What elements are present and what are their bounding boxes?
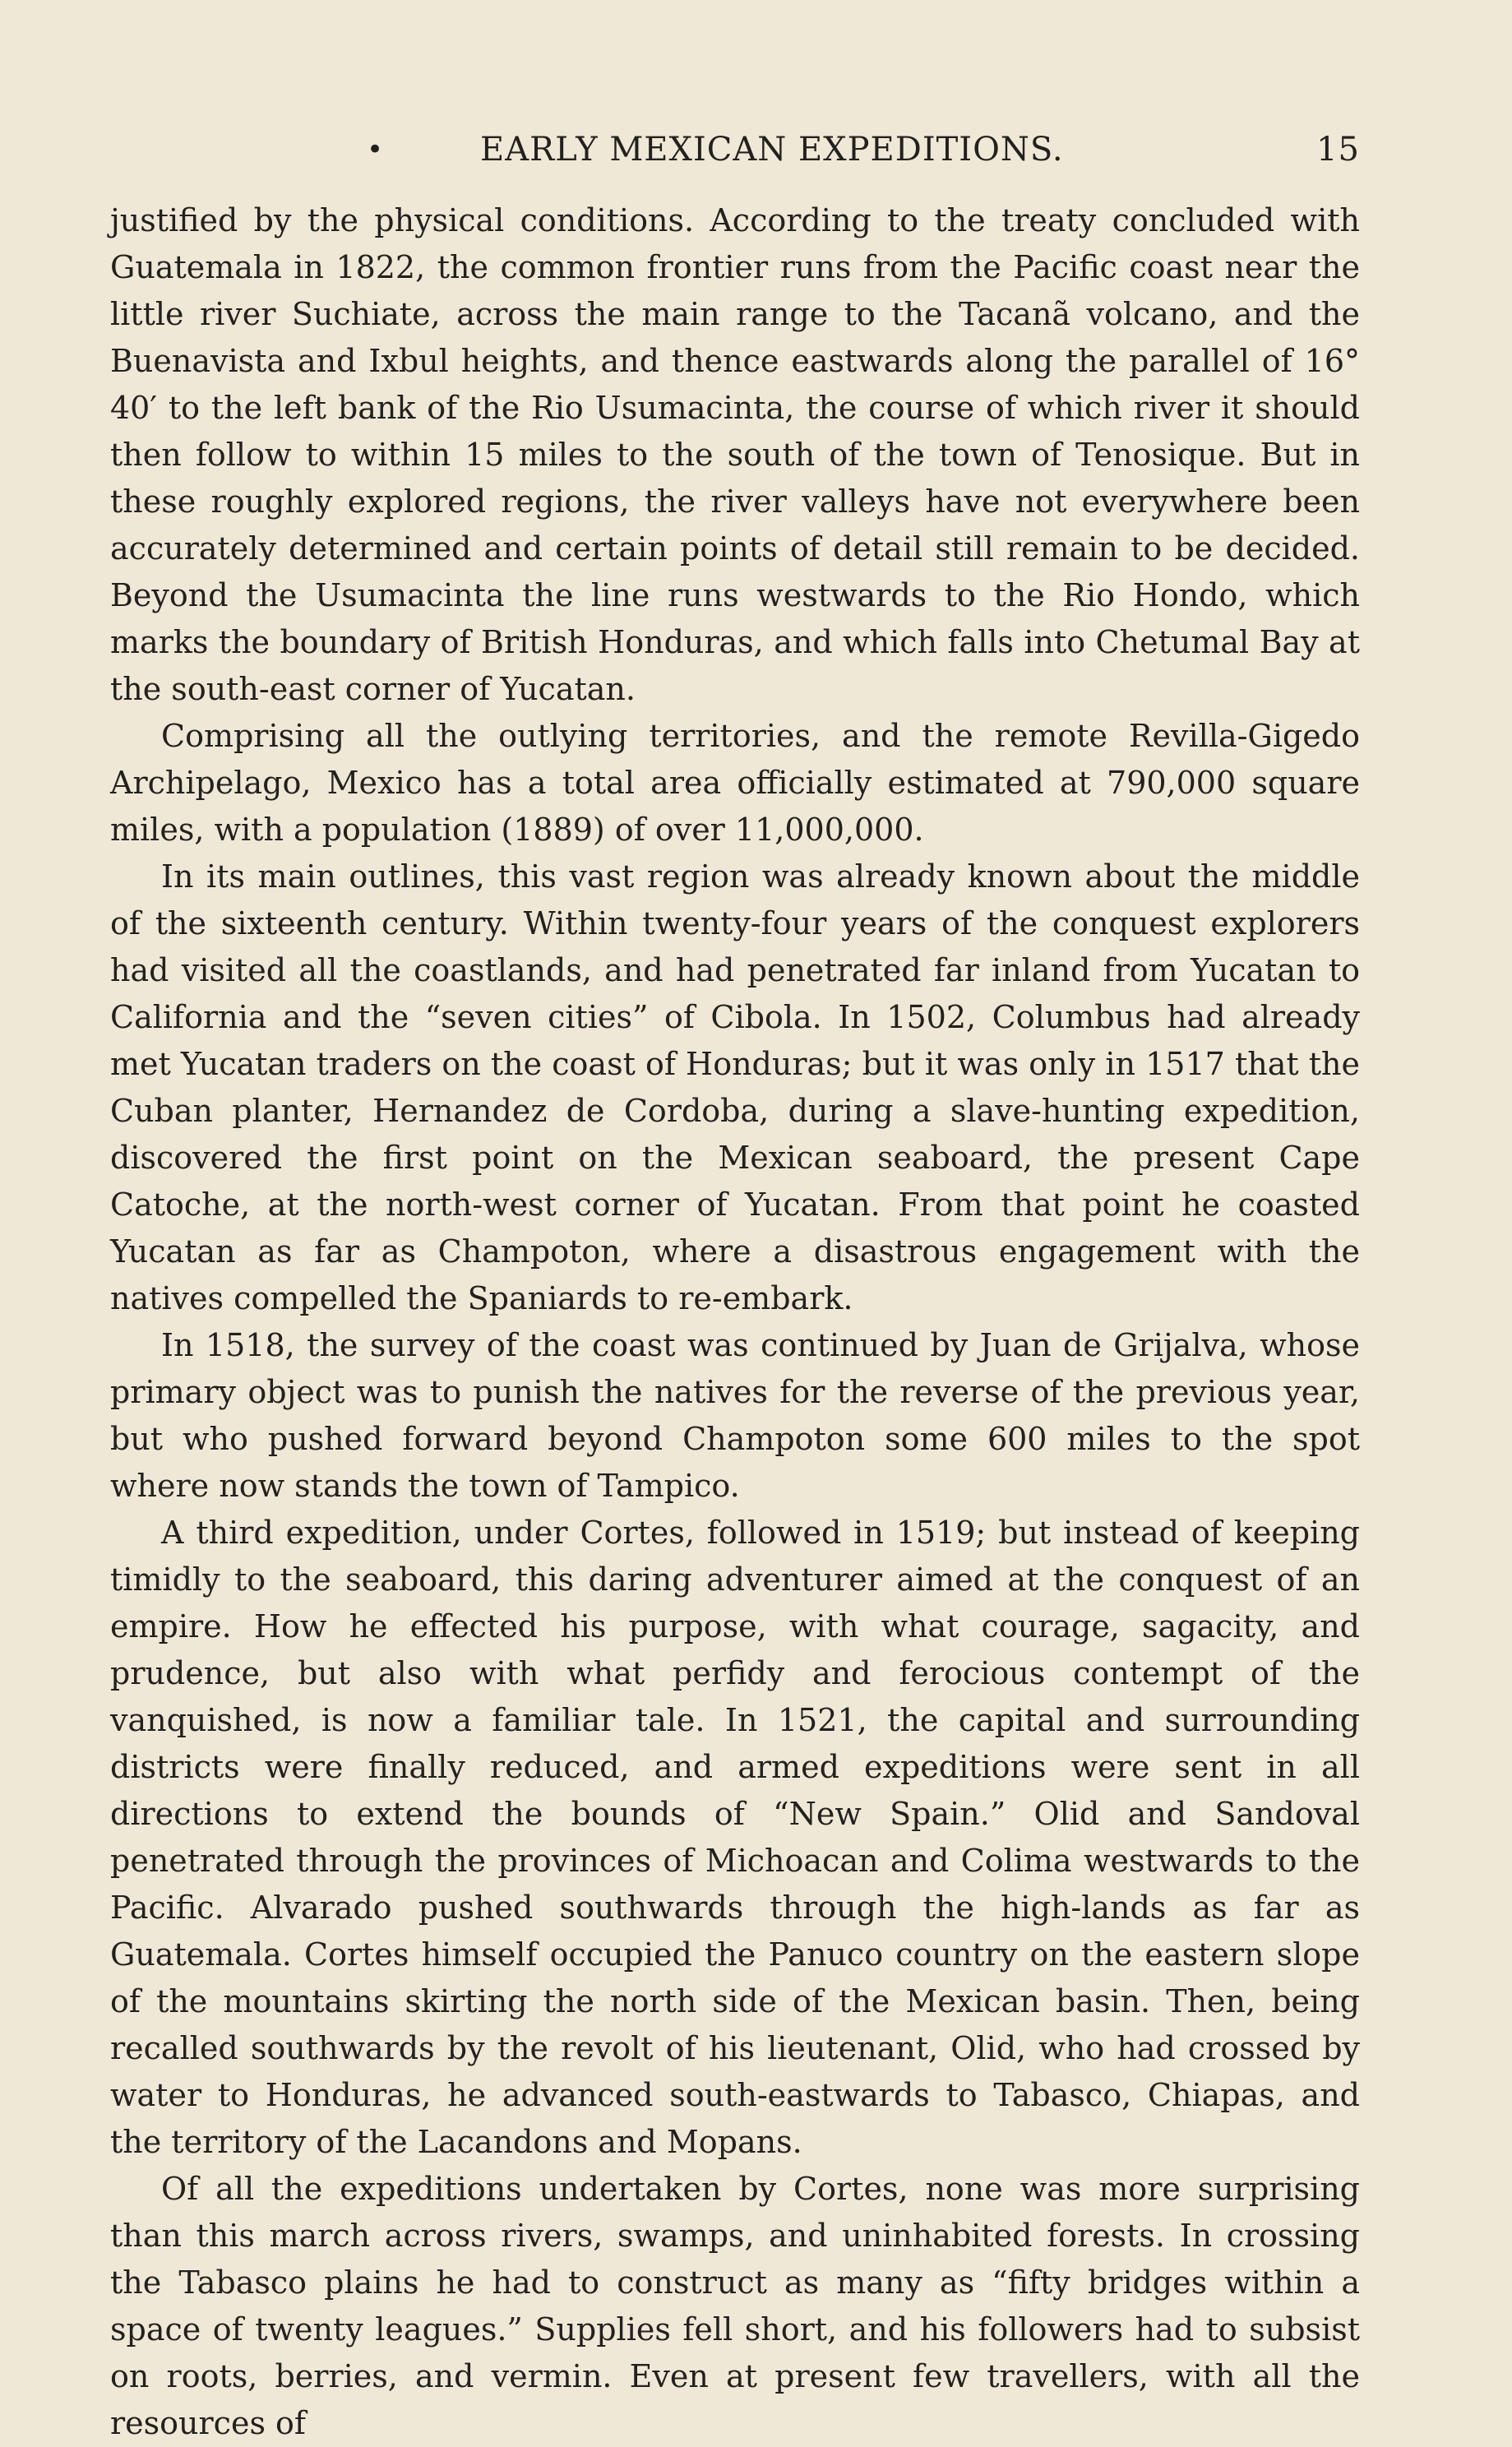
running-head: EARLY MEXICAN EXPEDITIONS. (480, 131, 1064, 169)
paragraph-area-population: Comprising all the outlying territories, and the remote Revilla-Gigedo Archipelago, Mexico has a total area officially estimated at 790,000 square miles, with a population (1889) of over 11,000,000. (110, 718, 1360, 848)
page-header (110, 128, 1360, 171)
paragraph-sixteenth-century: In its main outlines, this vast region was already known about the middle of the sixteenth century. Within twenty-four years of the conquest explorers had visited all the coastlands, and had penetrated far inland from Yucatan to California and the “seven cities” of Cibola. In 1502, Columbus had already met Yucatan traders on the coast of Honduras; but it was only in 1517 that the Cuban planter, Hernandez de Cordoba, during a slave-hunting expedition, discovered the first point on the Mexican seaboard, the present Cape Catoche, at the north-west corner of Yucatan. From that point he coasted Yucatan as far as Champoton, where a disastrous engagement with the natives compelled the Spaniards to re-embark. (110, 858, 1360, 1316)
header-bullet-icon: • (367, 133, 385, 166)
paragraph-continuation: justified by the physical conditions. According to the treaty concluded with Guatemala in 1822, the common frontier runs from the Pacific coast near the little river Suchiate, across the main range to the Tacanã volcano, and the Buenavista and Ixbul heights, and thence eastwards along the parallel of 16° 40′ to the left bank of the Rio Usumacinta, the course of which river it should then follow to within 15 miles to the south of the town of Tenosique. But in these roughly explored regions, the river valleys have not everywhere been accurately determined and certain points of detail still remain to be decided. Beyond the Usumacinta the line runs westwards to the Rio Hondo, which marks the boundary of British Honduras, and which falls into Chetumal Bay at the south-east corner of Yucatan. (110, 202, 1360, 707)
paragraph-cortes-expedition: A third expedition, under Cortes, followed in 1519; but instead of keeping timidly to the seaboard, this daring adventurer aimed at the conquest of an empire. How he effected his purpose, with what courage, sagacity, and prudence, but also with what perfidy and ferocious contempt of the vanquished, is now a familiar tale. In 1521, the capital and surrounding districts were finally reduced, and armed expeditions were sent in all directions to extend the bounds of “New Spain.” Olid and Sandoval penetrated through the provinces of Michoacan and Colima westwards to the Pacific. Alvarado pushed southwards through the high-lands as far as Guatemala. Cortes himself occupied the Panuco country on the eastern slope of the mountains skirting the north side of the Mexican basin. Then, being recalled southwards by the revolt of his lieutenant, Olid, who had crossed by water to Honduras, he advanced south-eastwards to Tabasco, Chiapas, and the territory of the Lacandons and Mopans. (110, 1515, 1360, 2160)
body-text (110, 197, 1360, 2447)
paragraph-cortes-march: Of all the expeditions undertaken by Cortes, none was more surprising than this march across rivers, swamps, and uninhabited forests. In crossing the Tabasco plains he had to construct as many as “fifty bridges within a space of twenty leagues.” Supplies fell short, and his followers had to subsist on roots, berries, and vermin. Even at present few travellers, with all the resources of (110, 2171, 1360, 2441)
paragraph-grijalva: In 1518, the survey of the coast was continued by Juan de Grijalva, whose primary object was to punish the natives for the reverse of the previous year, but who pushed forward beyond Champoton some 600 miles to the spot where now stands the town of Tampico. (110, 1327, 1360, 1504)
page-number: 15 (1316, 131, 1360, 169)
